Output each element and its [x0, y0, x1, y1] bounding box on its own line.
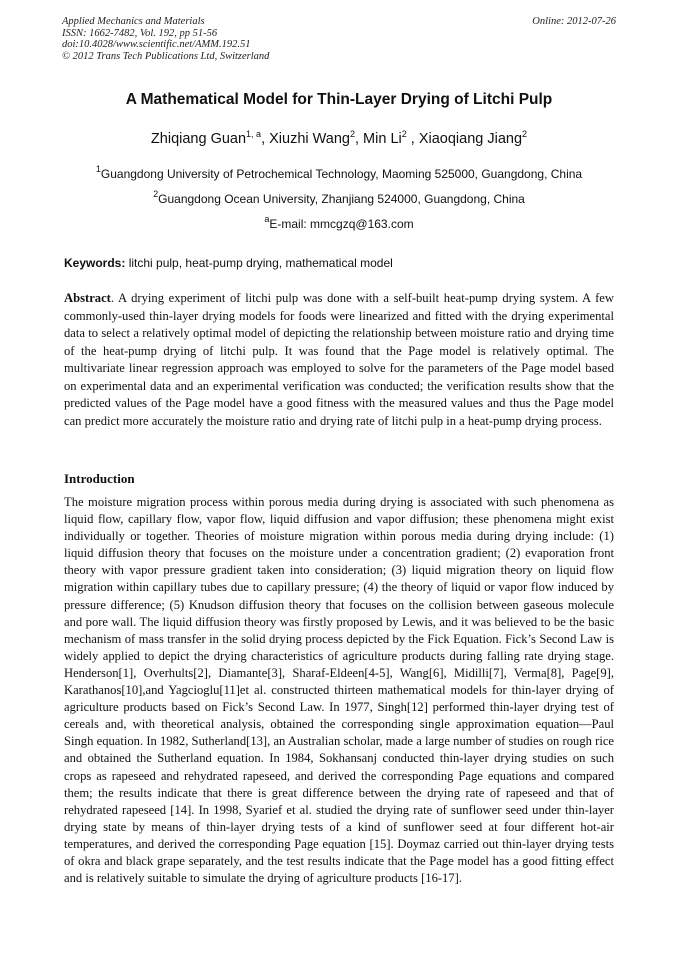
copyright-line: © 2012 Trans Tech Publications Ltd, Switzerland	[62, 50, 270, 62]
author-affiliation-mark: 1, a	[246, 129, 262, 139]
affiliation-1	[0, 164, 678, 181]
online-date: Online: 2012-07-26	[532, 16, 616, 27]
author-name: , Min Li	[355, 131, 402, 147]
author-list	[0, 131, 678, 147]
author-affiliation-mark: 2	[401, 129, 407, 139]
keywords-label: Keywords:	[64, 256, 126, 270]
email-text: E-mail: mmcgzq@163.com	[269, 217, 414, 231]
journal-header	[62, 16, 616, 62]
paper-title: A Mathematical Model for Thin-Layer Drying of Litchi Pulp	[125, 91, 553, 108]
abstract	[64, 290, 614, 430]
affiliation-mark: 1	[95, 164, 101, 174]
journal-name: Applied Mechanics and Materials	[62, 16, 205, 27]
affiliation-text: Guangdong Ocean University, Zhanjiang 524000, Guangdong, China	[158, 192, 525, 206]
author-name: , Xiaoqiang Jiang	[406, 131, 523, 147]
author-affiliation-mark: 2	[522, 129, 528, 139]
keywords-text: litchi pulp, heat-pump drying, mathematical model	[125, 256, 393, 270]
email-mark: a	[264, 214, 270, 224]
introduction-body: The moisture migration process within porous media during drying is associated with such phenomena as liquid flow, capillary flow, vapor flow, liquid diffusion and vapor diffusion; these phenomena might exist individually or together. Theories of moisture migration within porous media during drying include: (1) liquid diffusion theory that focuses on the moisture under a concentration gradient; (2) evaporation front theory with vapor pressure gradient taken into consideration; (3) liquid migration theory on liquid flow migration within capillary tubes due to capillary pressure; (4) the theory of liquid or vapor flow induced by pressure difference; (5) Knudson diffusion theory that focuses on the collision between gaseous molecule and pore wall. The liquid diffusion theory was firstly proposed by Lewis, and it was believed to be the basic mechanism of mass transfer in the solid drying process depicted by the Fick Equation. Fick’s Second Law is widely applied to depict the drying characteristics of agriculture products during falling rate drying stage. Henderson[1], Overhults[2], Diamante[3], Sharaf-Eldeen[4-5], Wang[6], Midilli[7], Verma[8], Page[9], Karathanos[10],and Yagcioglu[11]et al. constructed thirteen mathematical models for thin-layer drying of agriculture products based on Fick’s Second Law. In 1977, Singh[12] performed thin-layer drying test of cereals and, with theoretical analysis, obtained the corresponding single approximation equation—Paul Singh equation. In 1982, Sutherland[13], an Australian scholar, made a large number of studies on rough rice and obtained the Sutherland equation. In 1984, Sokhansanj conducted thin-layer drying studies on such crops as rapeseed and rehydrated rapeseed, and derived the corresponding Page equations and compared them; the results indicate that there is great difference between the drying rate of rapeseed and that of rehydrated rapeseed [14]. In 1998, Syarief et al. studied the drying rate of sunflower seed under thin-layer drying state by means of thin-layer drying tests of a kind of sunflower seed at four different hot-air temperatures, and derived the corresponding Page equation [15]. Doymaz carried out thin-layer drying tests of okra and black grape separately, and the test results indicate that the Page model has a good fitting effect and is relatively suitable to simulate the drying of agriculture products [16-17].	[64, 495, 614, 886]
affiliation-mark: 2	[153, 189, 159, 199]
keywords	[64, 256, 393, 270]
author-name: , Xiuzhi Wang	[261, 131, 350, 147]
author-name: Zhiqiang Guan	[150, 131, 247, 147]
affiliation-text: Guangdong University of Petrochemical Technology, Maoming 525000, Guangdong, China	[100, 167, 583, 181]
affiliation-2	[0, 189, 678, 206]
issn-line: ISSN: 1662-7482, Vol. 192, pp 51-56	[62, 27, 218, 39]
author-affiliation-mark: 2	[349, 129, 355, 139]
author-email	[0, 214, 678, 231]
section-heading-introduction: Introduction	[64, 471, 135, 486]
doi-line: doi:10.4028/www.scientific.net/AMM.192.51	[62, 39, 251, 50]
abstract-label: Abstract	[64, 291, 111, 305]
abstract-text: . A drying experiment of litchi pulp was done with a self-built heat-pump drying system. A few commonly-used thin-layer drying models for foods were linearized and fitted with the drying experimental data to select a relatively optimal model of depicting the relationship between moisture ratio and drying time of the heat-pump drying of litchi pulp. It was found that the Page model is relatively optimal. The multivariate linear regression approach was employed to solve for the parameters of the Page model based on experimental data and an experimental verification was conducted; the verification results show that the predicted values of the Page model have a good fitness with the measured values and thus the Page model can predict more accurately the moisture ratio and drying rate of litchi pulp in a heat-pump drying process.	[64, 291, 614, 428]
